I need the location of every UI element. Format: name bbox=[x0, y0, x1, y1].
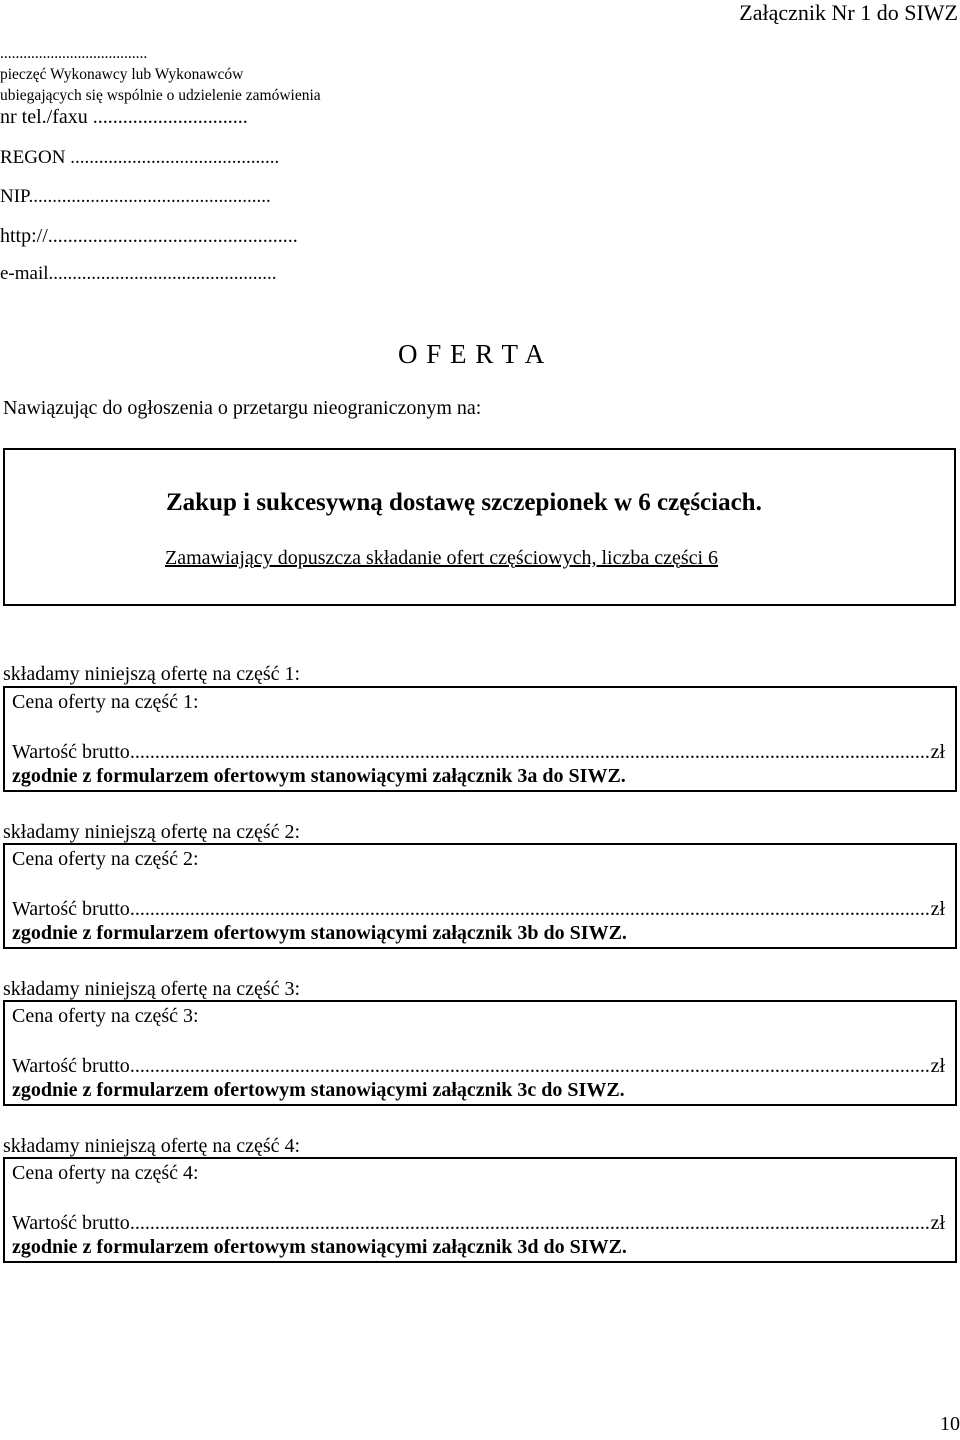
dotted-fill bbox=[130, 897, 931, 921]
regon-field[interactable]: REGON ............................................ bbox=[0, 147, 280, 168]
gross-value-field[interactable] bbox=[12, 740, 945, 764]
currency-label: zł bbox=[930, 898, 945, 920]
gross-value-label: Wartość brutto bbox=[12, 1212, 130, 1234]
stamp-dots: ...................................... bbox=[0, 45, 148, 62]
currency-label: zł bbox=[930, 1055, 945, 1077]
gross-value-label: Wartość brutto bbox=[12, 898, 130, 920]
annex-label: Załącznik Nr 1 do SIWZ bbox=[739, 0, 958, 25]
subject-title: Zakup i sukcesywną dostawę szczepionek w 6 częściach. bbox=[166, 489, 762, 516]
price-label: Cena oferty na część 3: bbox=[12, 1005, 199, 1027]
part-box bbox=[3, 843, 957, 949]
price-label: Cena oferty na część 2: bbox=[12, 848, 199, 870]
form-reference: zgodnie z formularzem ofertowym stanowiącymi załącznik 3d do SIWZ. bbox=[12, 1236, 627, 1258]
dotted-fill bbox=[130, 1211, 931, 1235]
form-reference: zgodnie z formularzem ofertowym stanowiącymi załącznik 3a do SIWZ. bbox=[12, 765, 626, 787]
offer-title: O F E R T A bbox=[398, 339, 546, 369]
form-reference: zgodnie z formularzem ofertowym stanowiącymi załącznik 3b do SIWZ. bbox=[12, 922, 627, 944]
dotted-fill bbox=[130, 1054, 931, 1078]
part-label: składamy niniejszą ofertę na część 2: bbox=[3, 821, 301, 843]
gross-value-field[interactable] bbox=[12, 1211, 945, 1235]
part-box bbox=[3, 686, 957, 792]
part-label: składamy niniejszą ofertę na część 3: bbox=[3, 978, 301, 1000]
http-field[interactable]: http://.................................................. bbox=[0, 225, 298, 247]
tel-fax-field[interactable]: nr tel./faxu ............................... bbox=[0, 106, 248, 128]
gross-value-label: Wartość brutto bbox=[12, 741, 130, 763]
stamp-caption-line1: pieczęć Wykonawcy lub Wykonawców bbox=[0, 66, 244, 83]
gross-value-field[interactable] bbox=[12, 897, 945, 921]
part-label: składamy niniejszą ofertę na część 1: bbox=[3, 663, 301, 685]
part-box bbox=[3, 1000, 957, 1106]
subject-box bbox=[3, 448, 956, 606]
nip-field[interactable]: NIP................................................... bbox=[0, 186, 271, 207]
dotted-fill bbox=[130, 740, 931, 764]
part-box bbox=[3, 1157, 957, 1263]
subject-note: Zamawiający dopuszcza składanie ofert częściowych, liczba części 6 bbox=[165, 547, 719, 569]
price-label: Cena oferty na część 1: bbox=[12, 691, 199, 713]
stamp-caption-line2: ubiegających się wspólnie o udzielenie zamówienia bbox=[0, 87, 321, 104]
gross-value-field[interactable] bbox=[12, 1054, 945, 1078]
gross-value-label: Wartość brutto bbox=[12, 1055, 130, 1077]
currency-label: zł bbox=[930, 741, 945, 763]
currency-label: zł bbox=[930, 1212, 945, 1234]
intro-text: Nawiązując do ogłoszenia o przetargu nieograniczonym na: bbox=[3, 397, 482, 419]
email-field[interactable]: e-mail................................................ bbox=[0, 263, 277, 284]
part-label: składamy niniejszą ofertę na część 4: bbox=[3, 1135, 301, 1157]
price-label: Cena oferty na część 4: bbox=[12, 1162, 199, 1184]
form-reference: zgodnie z formularzem ofertowym stanowiącymi załącznik 3c do SIWZ. bbox=[12, 1079, 625, 1101]
page-number: 10 bbox=[940, 1413, 960, 1435]
